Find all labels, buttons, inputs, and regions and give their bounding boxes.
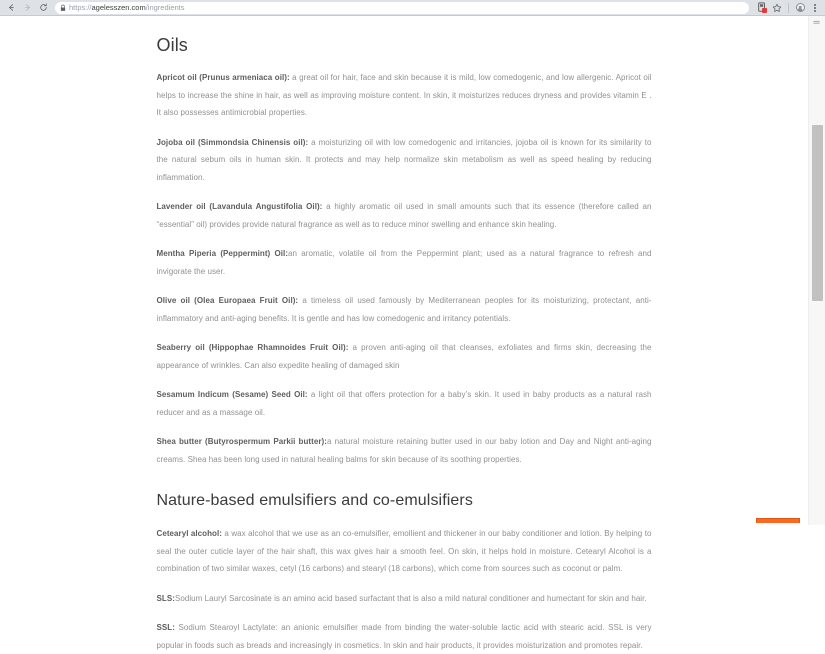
ingredient-term: Mentha Piperia (Peppermint) Oil:: [156, 249, 289, 258]
ingredient-term: Jojoba oil (Simmondsia Chinensis oil):: [156, 137, 309, 147]
navigation-buttons: [0, 1, 51, 15]
ingredient-description: a natural moisture retaining butter used in our baby lotion and Day and Night anti-aging creams. Shea has been long used in natural healing balms for skin because of its soothing properties.: [156, 437, 652, 464]
page-scrollbar[interactable]: [808, 16, 825, 525]
forward-arrow-icon: [23, 3, 32, 12]
ingredient-description: a highly aromatic oil used in small amounts such that its essence (therefore called an “essential” oil) provides provide natural fragrance as well as to reduce minor swelling and enhance skin healing.: [156, 202, 652, 229]
scroll-marker-icon: [813, 20, 820, 26]
scrollbar-thumb[interactable]: [812, 125, 823, 301]
ingredient-apricot-oil: [157, 69, 652, 122]
browser-toolbar: [0, 0, 825, 16]
star-bookmark-icon: [772, 3, 782, 13]
ingredient-peppermint-oil: [157, 245, 652, 280]
section-heading-oils: Oils: [156, 35, 188, 55]
ingredient-description: a wax alcohol that we use as an co-emulsifier, emollient and thickener in our baby conditioner and lotion. By helping to seal the outer cuticle layer of the hair shaft, this wax gives hair a smooth feel. On skin, it helps hold in moisture. Cetearyl Alcohol is a combination of two similar waxes, cetyl (16 carbons) and stearyl (18 carbons), which come from sources such as coconut or palm.: [156, 529, 652, 573]
toolbar-right-icons: [755, 1, 825, 15]
browser-menu-button[interactable]: [808, 1, 822, 15]
back-arrow-icon: [7, 3, 16, 12]
ingredient-description: a light oil that offers protection for a baby’s skin. It used in baby products as a natural rash reducer and as a massage oil.: [156, 390, 652, 417]
ingredient-ssl: [157, 619, 652, 654]
ingredient-olive-oil: [157, 292, 652, 327]
ingredient-sls: [157, 590, 652, 608]
extension-button[interactable]: [755, 1, 769, 15]
ingredient-term: Lavender oil (Lavandula Angustifolia Oil):: [156, 202, 323, 211]
ingredient-jojoba-oil: [157, 134, 652, 187]
ingredient-description: a timeless oil used famously by Mediterranean peoples for its moisturizing, protectant, anti-inflammatory and anti-aging benefits. It is gentle and has low comedogenic and irritancy potentials.: [156, 296, 652, 323]
ingredient-description: Sodium Lauryl Sarcosinate is an amino acid based surfactant that is also a mild natural conditioner and humectant for skin and hair.: [174, 593, 647, 603]
bookmark-button[interactable]: [770, 1, 784, 15]
url-path: /ingredients: [145, 2, 185, 12]
extension-badge: [762, 8, 767, 13]
ingredient-sesame-oil: [157, 386, 652, 421]
ingredient-description: a proven anti-aging oil that cleanses, exfoliates and firms skin, decreasing the appearance of wrinkles. Can also expedite healing of damaged skin: [156, 343, 652, 370]
lock-icon: [60, 4, 66, 12]
url-text: [69, 2, 185, 14]
url-domain: agelesszen.com: [91, 2, 146, 12]
page-viewport: [0, 16, 825, 650]
page-content: [0, 16, 808, 650]
ingredient-term: Seaberry oil (Hippophae Rhamnoides Fruit Oil):: [156, 343, 349, 352]
ingredient-description: Sodium Stearoyl Lactylate: an anionic emulsifier made from binding the water-soluble lactic acid with stearic acid. SSL is very popular in foods such as breads and increasingly in cosmetics. In skin and hair products, it provides moisturization and promotes repair.: [156, 623, 652, 650]
address-bar[interactable]: [55, 2, 749, 14]
scrollbar-top-cap: [809, 16, 825, 30]
three-dot-menu-icon: [814, 4, 816, 12]
ingredient-description: an aromatic, volatile oil from the Peppermint plant; used as a natural fragrance to refresh and invigorate the user.: [156, 249, 652, 276]
ingredient-term: Olive oil (Olea Europaea Fruit Oil):: [156, 296, 299, 305]
toolbar-divider: [788, 3, 789, 13]
ingredient-term: Cetearyl alcohol:: [156, 529, 222, 538]
ingredient-description: a moisturizing oil with low comedogenic and irritancies, jojoba oil is known for its similarity to the natural sebum oils in human skin. It protects and may help normalize skin metabolism as well as speed healing by reducing inflammation.: [156, 137, 652, 182]
url-scheme: https://: [69, 2, 92, 12]
section-heading-emulsifiers: Nature-based emulsifiers and co-emulsifiers: [156, 492, 473, 509]
ingredient-term: SLS:: [156, 593, 175, 603]
ingredient-lavender-oil: [157, 198, 652, 233]
ingredient-cetearyl-alcohol: [157, 525, 652, 578]
ingredient-term: Apricot oil (Prunus armeniaca oil):: [156, 73, 290, 82]
bottom-orange-widget[interactable]: [756, 518, 800, 523]
forward-button[interactable]: [19, 1, 35, 15]
ingredient-term: Shea butter (Butyrospermum Parkii butter):: [156, 437, 327, 446]
ingredient-term: SSL:: [156, 623, 175, 632]
ingredient-shea-butter: [157, 433, 652, 468]
reload-button[interactable]: [35, 1, 51, 15]
ingredients-article: [157, 34, 652, 654]
ingredient-seaberry-oil: [157, 339, 652, 374]
ingredient-description: a great oil for hair, face and skin because it is mild, low comedogenic, and low allergenic. Apricot oil helps to increase the shine in hair, as well as improving moisture content. In skin, it moisturizes reduces dryness and provides vitamin E . It also possesses antimicrobial properties.: [156, 73, 652, 117]
ingredient-term: Sesamum Indicum (Sesame) Seed Oil:: [156, 390, 308, 399]
reload-icon: [39, 3, 48, 12]
profile-avatar-icon: [796, 3, 805, 12]
back-button[interactable]: [3, 1, 19, 15]
profile-button[interactable]: [793, 1, 807, 15]
